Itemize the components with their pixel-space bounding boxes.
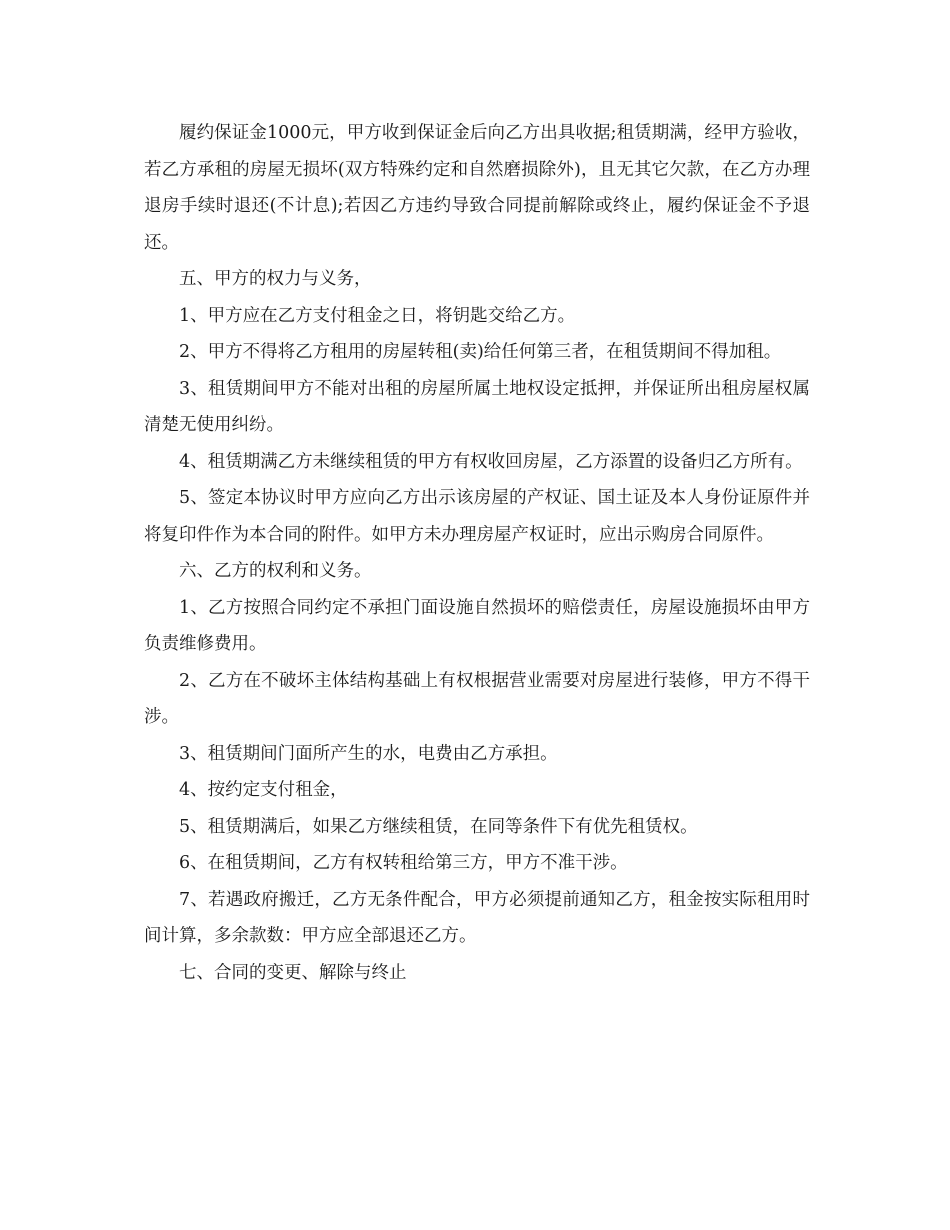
- section-heading-party-a: 五、甲方的权力与义务，: [179, 269, 372, 289]
- paragraph-b-1: 1、乙方按照合同约定不承担门面设施自然损坏的赔偿责任，房屋设施损坏由甲方负责维修费用。: [144, 597, 810, 654]
- paragraph-b-2: 2、乙方在不破坏主体结构基础上有权根据营业需要对房屋进行装修，甲方不得干涉。: [144, 670, 810, 727]
- paragraph-b-5: 5、租赁期满后，如果乙方继续租赁，在同等条件下有优先租赁权。: [179, 816, 698, 837]
- paragraph-deposit: 履约保证金1000元，甲方收到保证金后向乙方出具收据;租赁期满，经甲方验收，若乙方承租的房屋无损坏(双方特殊约定和自然磨损除外)，且无其它欠款，在乙方办理退房手续时退还(不计息);若因乙方违约导致合同提前解除或终止，履约保证金不予退还。: [144, 123, 810, 253]
- paragraph-b-4: 4、按约定支付租金，: [179, 780, 348, 800]
- paragraph-a-4: 4、租赁期满乙方未继续租赁的甲方有权收回房屋，乙方添置的设备归乙方所有。: [179, 451, 803, 472]
- paragraph-b-3: 3、租赁期间门面所产生的水，电费由乙方承担。: [179, 743, 558, 764]
- paragraph-b-6: 6、在租赁期间，乙方有权转租给第三方，甲方不准干涉。: [179, 853, 628, 873]
- paragraph-a-1: 1、甲方应在乙方支付租金之日，将钥匙交给乙方。: [179, 305, 576, 326]
- section-heading-party-b: 六、乙方的权利和义务。: [179, 561, 372, 581]
- section-heading-contract-change: 七、合同的变更、解除与终止: [179, 962, 407, 983]
- paragraph-a-3: 3、租赁期间甲方不能对出租的房屋所属土地权设定抵押，并保证所出租房屋权属清楚无使用纠纷。: [144, 378, 810, 435]
- paragraph-b-7: 7、若遇政府搬迁，乙方无条件配合，甲方必须提前通知乙方，租金按实际租用时间计算，多余款数：甲方应全部退还乙方。: [144, 889, 810, 946]
- paragraph-a-5: 5、签定本协议时甲方应向乙方出示该房屋的产权证、国土证及本人身份证原件并将复印件作为本合同的附件。如甲方未办理房屋产权证时，应出示购房合同原件。: [144, 488, 810, 545]
- paragraph-a-2: 2、甲方不得将乙方租用的房屋转租(卖)给任何第三者，在租赁期间不得加租。: [179, 342, 782, 362]
- document-body: [144, 115, 810, 991]
